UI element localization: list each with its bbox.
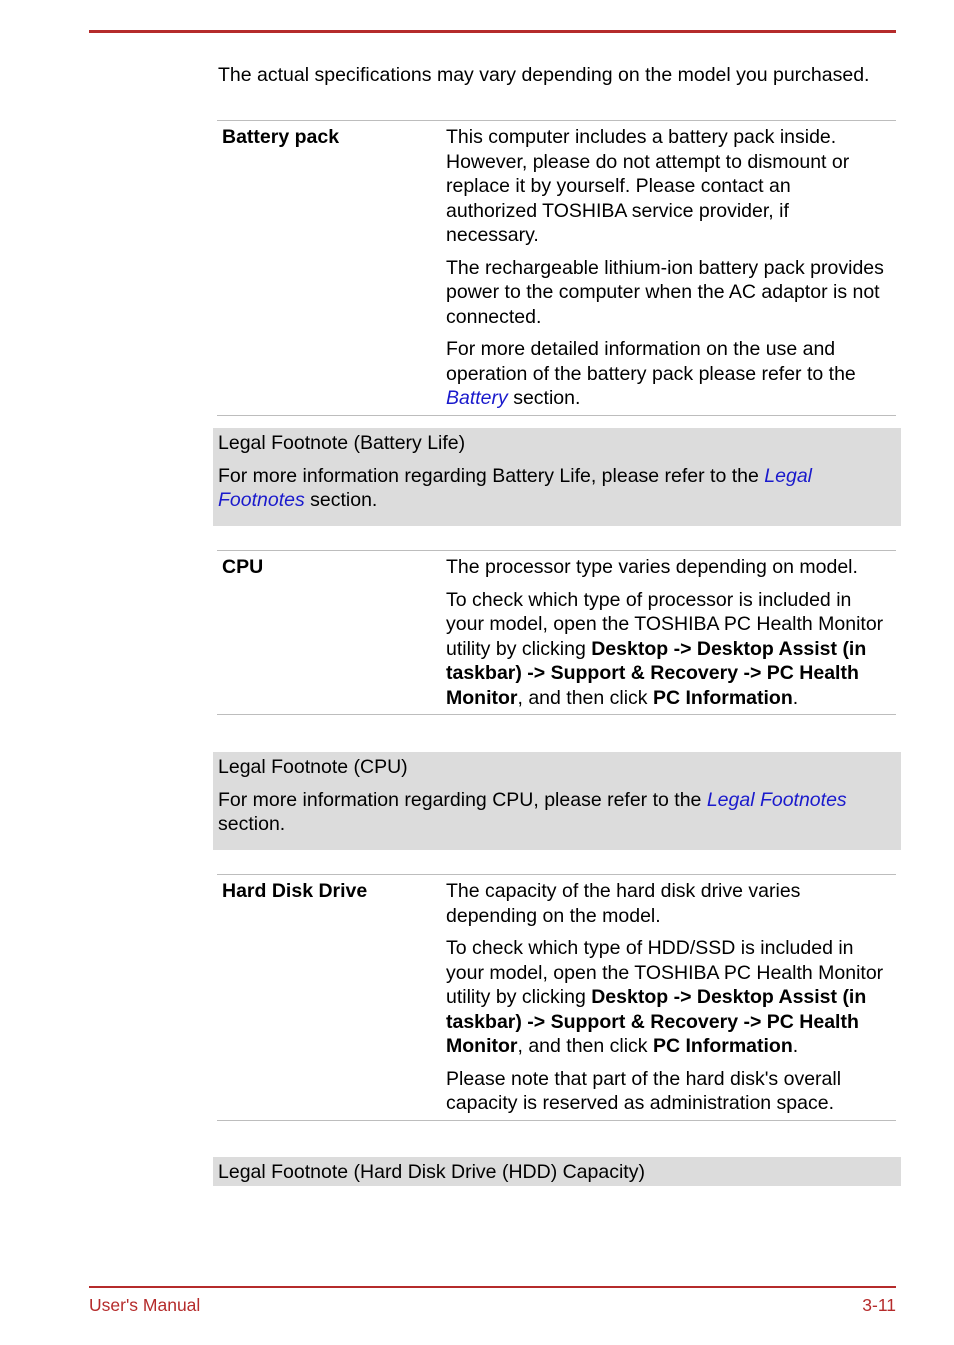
battery-paragraph-2: The rechargeable lithium-ion battery pack provides power to the computer when the AC adaptor is not connected. (446, 256, 884, 328)
legal-footnote-hdd (213, 1157, 901, 1186)
footer-manual-title: User's Manual (89, 1295, 201, 1315)
legal-footnotes-link[interactable]: Legal Footnotes (218, 464, 812, 511)
cpu-paragraph-1: The processor type varies depending on model. (446, 556, 858, 578)
footer-rule (89, 1286, 896, 1288)
spec-description-cpu (446, 551, 886, 714)
legal-footnote-cpu (213, 752, 901, 850)
hdd-paragraph-1: The capacity of the hard disk drive varies depending on the model. (446, 880, 801, 927)
hdd-paragraph-3: Please note that part of the hard disk's overall capacity is reserved as administration space. (446, 1067, 842, 1114)
footnote-title: Legal Footnote (Hard Disk Drive (HDD) Capacity) (218, 1161, 645, 1183)
battery-paragraph-3: For more detailed information on the use and operation of the battery pack please refer to the Battery section. (446, 338, 856, 409)
spec-description-battery (446, 121, 886, 415)
footnote-text: For more information regarding Battery Life, please refer to the Legal Footnotes section. (218, 464, 812, 511)
footer-page-number: 3-11 (862, 1295, 896, 1315)
spec-term-hdd: Hard Disk Drive (222, 880, 368, 902)
footnote-title: Legal Footnote (Battery Life) (218, 432, 466, 454)
cpu-paragraph-2: To check which type of processor is included in your model, open the TOSHIBA PC Health Monitor utility by clicking Desktop -> Desktop Assist (in taskbar) -> Support & Recovery -> PC Health Monitor, and then click PC Information. (446, 588, 884, 709)
intro-text: The actual specifications may vary depending on the model you purchased. (218, 64, 870, 86)
battery-section-link[interactable]: Battery (446, 387, 508, 409)
spec-row-hdd (217, 874, 896, 1121)
footnote-title: Legal Footnote (CPU) (218, 756, 408, 778)
legal-footnote-battery (213, 428, 901, 526)
header-rule (89, 30, 896, 33)
spec-row-cpu (217, 550, 896, 715)
hdd-paragraph-2: To check which type of HDD/SSD is included in your model, open the TOSHIBA PC Health Monitor utility by clicking Desktop -> Desktop Assist (in taskbar) -> Support & Recovery -> PC Health Monitor, and then click PC Information. (446, 937, 884, 1057)
spec-description-hdd (446, 875, 886, 1120)
legal-footnotes-link[interactable]: Legal Footnotes (706, 788, 847, 811)
spec-row-battery (217, 120, 896, 416)
spec-term-cpu: CPU (222, 556, 264, 578)
footnote-text: For more information regarding CPU, please refer to the Legal Footnotes section. (218, 788, 847, 835)
battery-paragraph-1: This computer includes a battery pack inside. However, please do not attempt to dismount or replace it by yourself. Please contact an authorized TOSHIBA service provider, if necessary. (446, 126, 850, 246)
spec-term-battery: Battery pack (222, 126, 340, 148)
